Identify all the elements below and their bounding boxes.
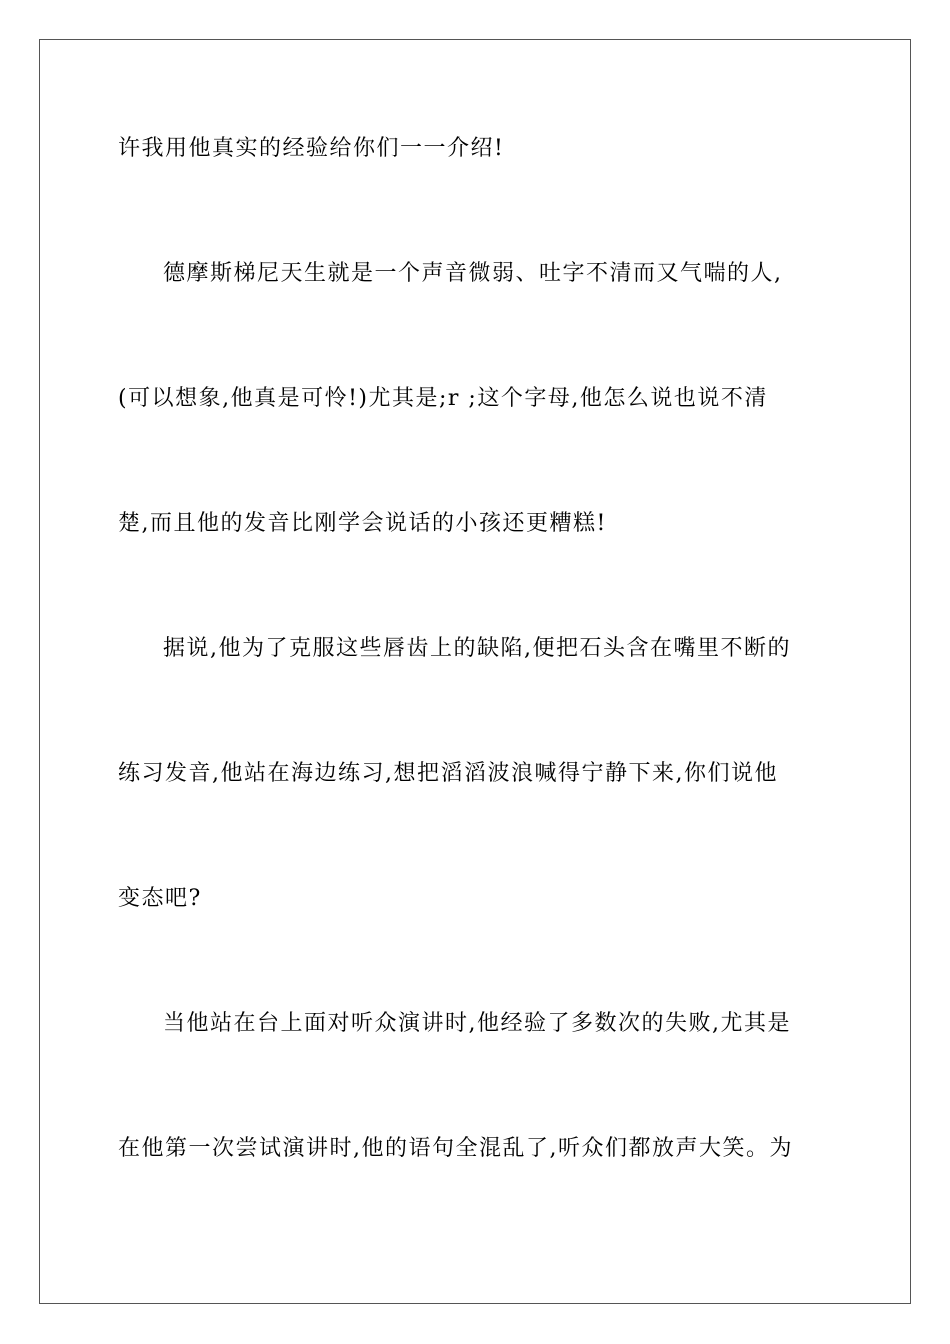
text-line: 在他第一次尝试演讲时,他的语句全混乱了,听众们都放声大笑。为 (118, 1136, 793, 1161)
paragraph-start-line: 据说,他为了克服这些唇齿上的缺陷,便把石头含在嘴里不断的 (163, 636, 791, 661)
text-line: (可以想象,他真是可怜!)尤其是;r ;这个字母,他怎么说也说不清 (118, 386, 768, 411)
text-line: 变态吧? (118, 886, 202, 911)
paragraph-start-line: 德摩斯梯尼天生就是一个声音微弱、吐字不清而又气喘的人, (163, 261, 783, 286)
text-line: 楚,而且他的发音比刚学会说话的小孩还更糟糕! (118, 511, 607, 536)
text-line: 许我用他真实的经验给你们一一介绍! (118, 136, 505, 161)
paragraph-start-line: 当他站在台上面对听众演讲时,他经验了多数次的失败,尤其是 (163, 1011, 791, 1036)
text-line: 练习发音,他站在海边练习,想把滔滔波浪喊得宁静下来,你们说他 (118, 761, 778, 786)
page-border (39, 39, 911, 1304)
